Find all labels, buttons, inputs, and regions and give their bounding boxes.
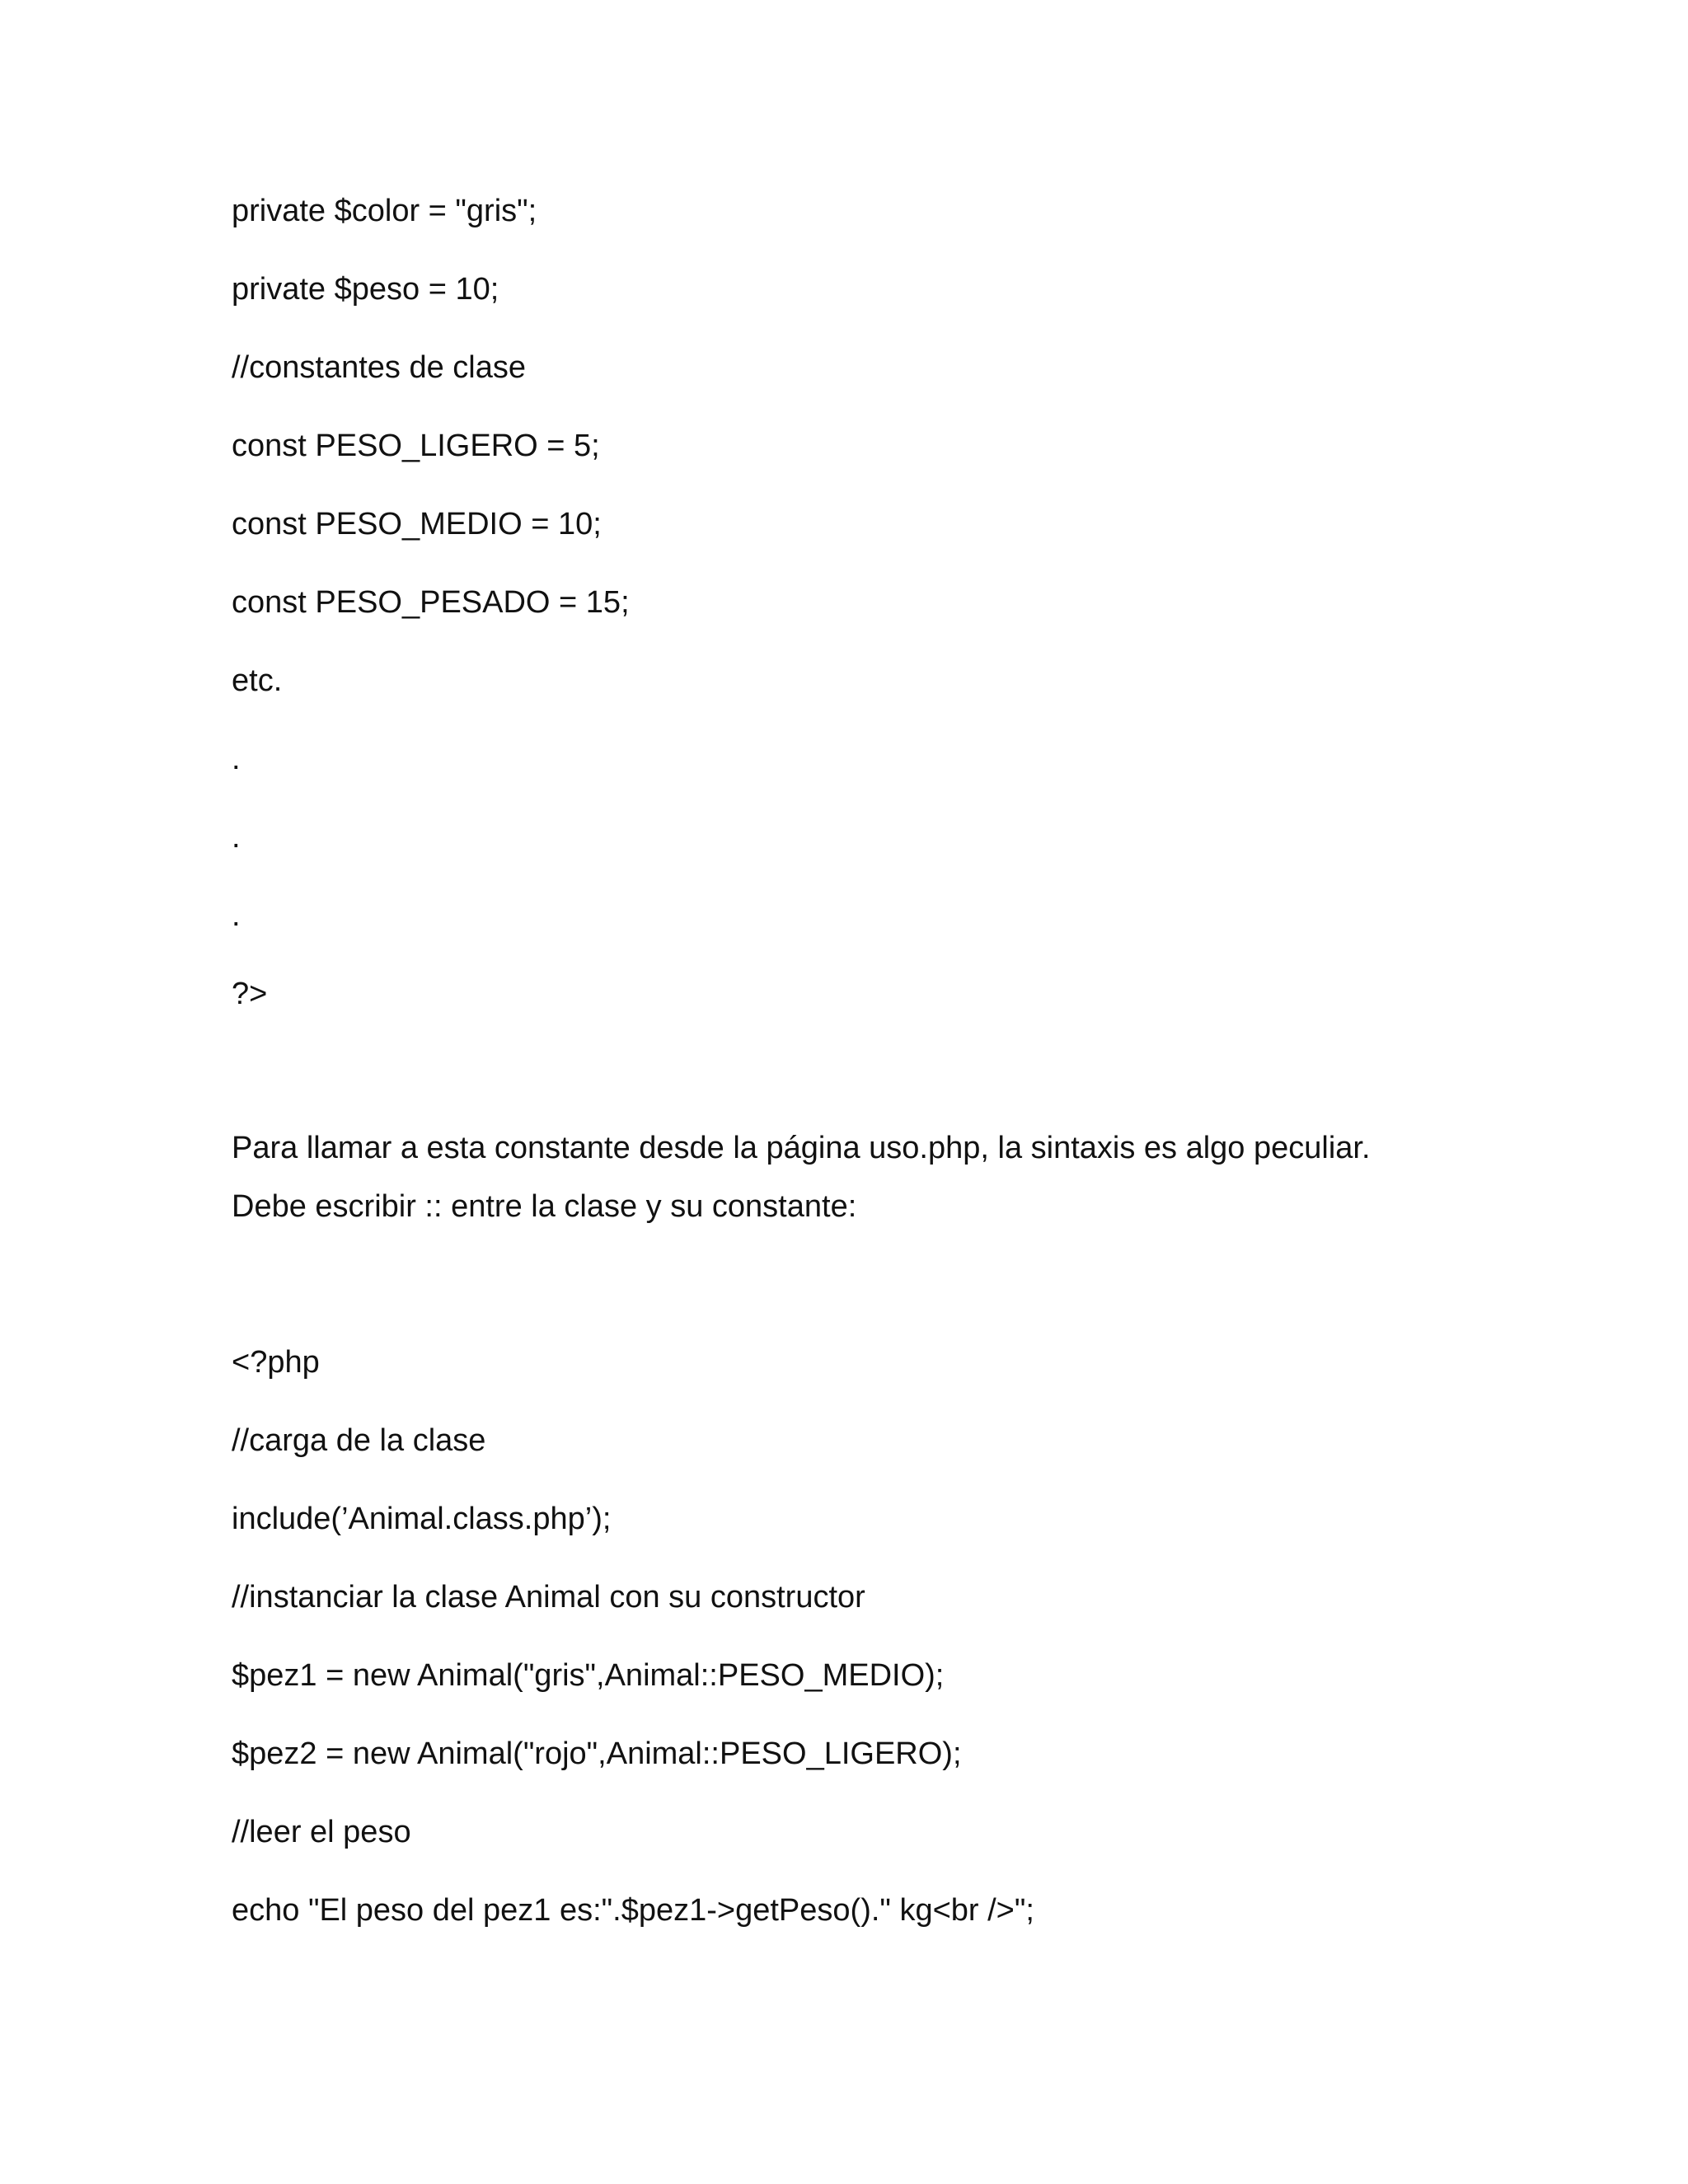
code-line: include(’Animal.class.php’); — [232, 1502, 612, 1536]
code-comment: //carga de la clase — [232, 1423, 486, 1458]
code-comment: //leer el peso — [232, 1815, 411, 1849]
code-line: $pez2 = new Animal("rojo",Animal::PESO_LIGERO); — [232, 1736, 962, 1771]
code-line: etc. — [232, 663, 283, 698]
code-comment: //constantes de clase — [232, 350, 526, 385]
code-line: . — [232, 742, 241, 776]
code-line: const PESO_MEDIO = 10; — [232, 507, 602, 541]
paragraph-line: Debe escribir :: entre la clase y su constante: — [232, 1189, 857, 1224]
code-comment: //instanciar la clase Animal con su constructor — [232, 1580, 865, 1615]
code-line: . — [232, 898, 241, 933]
code-line: $pez1 = new Animal("gris",Animal::PESO_MEDIO); — [232, 1658, 945, 1693]
code-line: private $peso = 10; — [232, 272, 499, 307]
code-line: <?php — [232, 1345, 320, 1380]
code-line: const PESO_LIGERO = 5; — [232, 429, 600, 463]
code-line: . — [232, 820, 241, 855]
code-line: ?> — [232, 977, 268, 1011]
paragraph-line: Para llamar a esta constante desde la página uso.php, la sintaxis es algo peculiar. — [232, 1131, 1371, 1165]
code-line: const PESO_PESADO = 15; — [232, 585, 630, 620]
code-line: echo "El peso del pez1 es:".$pez1->getPeso()." kg<br />"; — [232, 1893, 1034, 1928]
code-line: private $color = "gris"; — [232, 194, 537, 228]
